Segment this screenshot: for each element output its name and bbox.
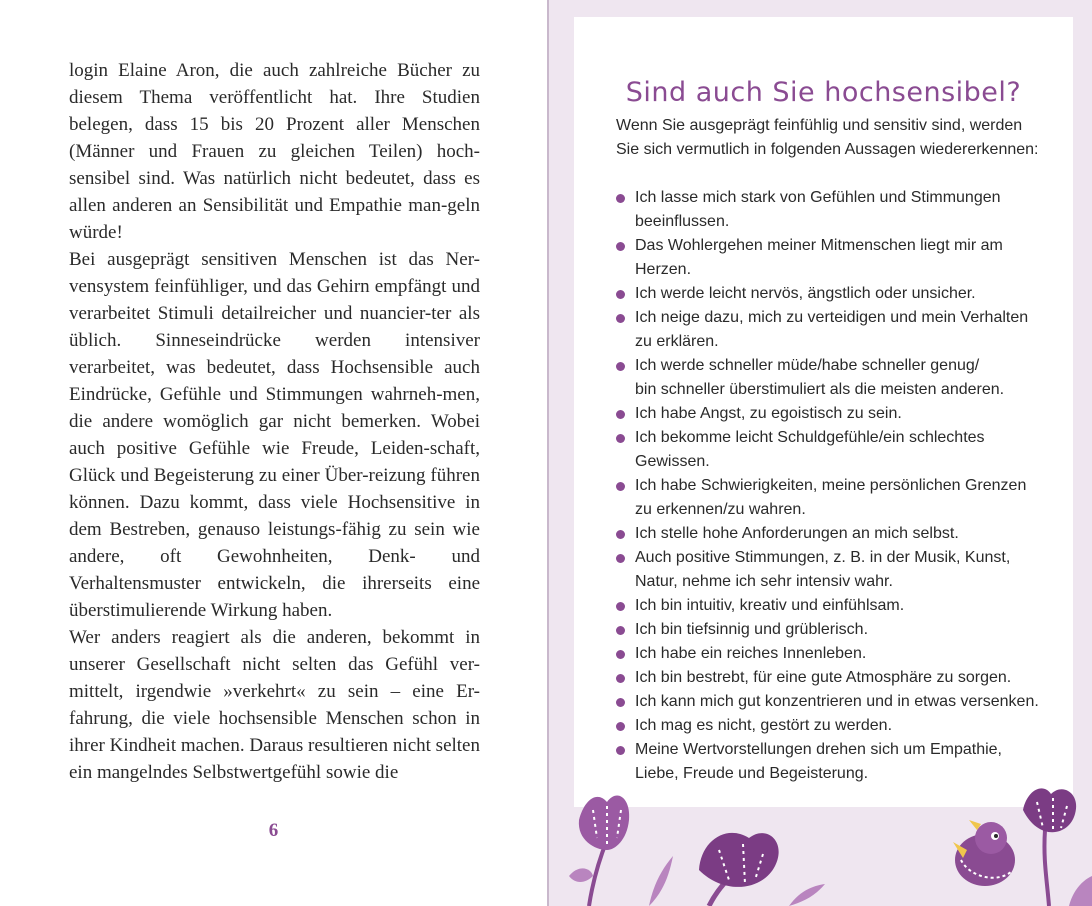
checklist-item-line: Ich bekomme leicht Schuldgefühle/ein schlechtes: [635, 429, 985, 446]
text-line: ter als üblich. Sinneseindrücke werden intensiver: [69, 303, 480, 351]
checklist-item-line: Herzen.: [635, 261, 692, 278]
bullet-icon: [616, 242, 625, 251]
checklist-item: [616, 186, 1046, 234]
checklist-item: [616, 618, 1046, 642]
checklist-item-line: Ich bin tiefsinnig und grüblerisch.: [635, 621, 869, 638]
text-line: mittelt, irgendwie »verkehrt« zu sein – eine Er-: [69, 681, 480, 702]
text-line: Wer anders reagiert als die anderen, bekommt in: [69, 627, 480, 648]
checklist-item-line: Ich werde schneller müde/habe schneller genug/: [635, 357, 980, 374]
text-line: login Elaine Aron, die auch zahlreiche Bücher zu: [69, 60, 480, 81]
checklist-item-line: Ich bin intuitiv, kreativ und einfühlsam.: [635, 597, 905, 614]
checklist-item: [616, 546, 1046, 594]
checklist-item: [616, 306, 1046, 354]
text-line: und verarbeitet Stimuli detailreicher und nuancier-: [69, 276, 480, 324]
checklist-item: [616, 714, 1046, 738]
text-line: und Verhaltensmuster entwickeln, die ihrerseits: [69, 546, 481, 594]
paragraph-1: [69, 57, 480, 246]
checklist-item: [616, 642, 1046, 666]
checklist-item-line: Auch positive Stimmungen, z. B. in der Musik, Kunst,: [635, 549, 1011, 566]
checklist-item: [616, 666, 1046, 690]
bullet-icon: [616, 602, 625, 611]
box-title: Sind auch Sie hochsensibel?: [625, 77, 1022, 108]
text-line: unserer Gesellschaft nicht selten das Gefühl ver-: [69, 654, 480, 675]
checklist-item-line: Ich werde leicht nervös, ängstlich oder unsicher.: [635, 285, 976, 302]
checklist-item-line: zu erklären.: [635, 333, 719, 350]
intro-line: Sie sich vermutlich in folgenden Aussagen wiedererkennen:: [616, 141, 1039, 158]
body-text: [69, 57, 480, 786]
page-number: 6: [268, 820, 279, 841]
checklist: [616, 186, 1046, 786]
bullet-icon: [616, 362, 625, 371]
checklist-item-line: Ich stelle hohe Anforderungen an mich selbst.: [635, 525, 959, 542]
checklist-item-line: Ich habe ein reiches Innenleben.: [635, 645, 867, 662]
floral-decoration: [549, 780, 1092, 906]
checklist-item-line: Meine Wertvorstellungen drehen sich um Empathie,: [635, 741, 1002, 758]
checklist-item-line: Ich kann mich gut konzentrieren und in etwas versenken.: [635, 693, 1039, 710]
checklist-item-line: zu erkennen/zu wahren.: [635, 501, 806, 518]
checklist-item-line: Das Wohlergehen meiner Mitmenschen liegt mir am: [635, 237, 1003, 254]
intro-line: Wenn Sie ausgeprägt feinfühlig und sensitiv sind, werden: [616, 117, 1023, 134]
bullet-icon: [616, 314, 625, 323]
checklist-item-line: bin schneller überstimuliert als die meisten anderen.: [635, 381, 1005, 398]
text-line: schaft, Glück und Begeisterung zu einer Über-: [69, 438, 480, 486]
text-line: Eindrücke, Gefühle und Stimmungen wahrneh-: [69, 384, 443, 405]
checklist-item: [616, 738, 1046, 786]
intro-text: [616, 114, 1046, 162]
tulip-icon: [1023, 788, 1092, 906]
checklist-item: [616, 234, 1046, 282]
bullet-icon: [616, 434, 625, 443]
text-line: fahrung, die viele hochsensible Menschen schon: [69, 708, 457, 729]
right-page: [549, 0, 1092, 906]
checklist-item-line: Ich bin bestrebt, für eine gute Atmosphäre zu sorgen.: [635, 669, 1012, 686]
bullet-icon: [616, 650, 625, 659]
text-line: sensibel sind. Was natürlich nicht bedeutet, dass es: [69, 168, 480, 189]
bullet-icon: [616, 722, 625, 731]
text-line: in ihrer Kindheit machen. Daraus resultieren nicht: [69, 708, 480, 756]
checklist-item: [616, 522, 1046, 546]
text-line: men, die andere womöglich gar nicht bemerken.: [69, 384, 480, 432]
checklist-item: [616, 690, 1046, 714]
checklist-item-line: Ich habe Angst, zu egoistisch zu sein.: [635, 405, 902, 422]
bullet-icon: [616, 410, 625, 419]
checklist-item-line: beeinflussen.: [635, 213, 730, 230]
checklist-item: [616, 594, 1046, 618]
bullet-icon: [616, 290, 625, 299]
text-line: reizung führen können. Dazu kommt, dass viele: [69, 465, 480, 513]
text-line: Bei ausgeprägt sensitiven Menschen ist das Ner-: [69, 249, 480, 270]
text-line: fähig zu sein wie andere, oft Gewohnheiten, Denk-: [69, 519, 480, 567]
checklist-item: [616, 402, 1046, 426]
tulip-icon: [699, 833, 779, 906]
checklist-box: [574, 17, 1073, 807]
tulip-icon: [569, 796, 629, 906]
bullet-icon: [616, 674, 625, 683]
text-line: Hochsensitive in dem Bestreben, genauso leistungs-: [69, 492, 480, 540]
bullet-icon: [616, 626, 625, 635]
bullet-icon: [616, 194, 625, 203]
bullet-icon: [616, 698, 625, 707]
checklist-item-line: Gewissen.: [635, 453, 710, 470]
text-line: eine überstimulierende Wirkung haben.: [69, 573, 481, 621]
paragraph-3: [69, 624, 480, 786]
checklist-item-line: Ich lasse mich stark von Gefühlen und Stimmungen: [635, 189, 1001, 206]
text-line: selten ein mangelndes Selbstwertgefühl sowie die: [69, 735, 480, 783]
bullet-icon: [616, 554, 625, 563]
text-line: Wobei auch positive Gefühle wie Freude, Leiden-: [69, 411, 480, 459]
text-line: allen anderen an Sensibilität und Empathie man-: [69, 195, 448, 216]
bullet-icon: [616, 530, 625, 539]
text-line: geln würde!: [69, 195, 480, 243]
checklist-item-line: Natur, nehme ich sehr intensiv wahr.: [635, 573, 893, 590]
text-line: belegen, dass 15 bis 20 Prozent aller Menschen: [69, 114, 480, 135]
text-line: verarbeitet, was bedeutet, dass Hochsensible auch: [69, 357, 480, 378]
text-line: diesem Thema veröffentlicht hat. Ihre Studien: [69, 87, 480, 108]
bullet-icon: [616, 746, 625, 755]
checklist-item: [616, 354, 1046, 402]
checklist-item-line: Liebe, Freude und Begeisterung.: [635, 765, 869, 782]
checklist-item-line: Ich habe Schwierigkeiten, meine persönlichen Grenzen: [635, 477, 1027, 494]
paragraph-2: [69, 246, 480, 624]
bird-icon: [953, 820, 1015, 886]
text-line: vensystem feinfühliger, und das Gehirn empfängt: [69, 276, 447, 297]
bullet-icon: [616, 482, 625, 491]
checklist-item-line: Ich mag es nicht, gestört zu werden.: [635, 717, 893, 734]
checklist-item: [616, 426, 1046, 474]
text-line: (Männer und Frauen zu gleichen Teilen) hoch-: [69, 141, 480, 162]
checklist-item: [616, 474, 1046, 522]
checklist-item-line: Ich neige dazu, mich zu verteidigen und mein Verhalten: [635, 309, 1029, 326]
checklist-item: [616, 282, 1046, 306]
